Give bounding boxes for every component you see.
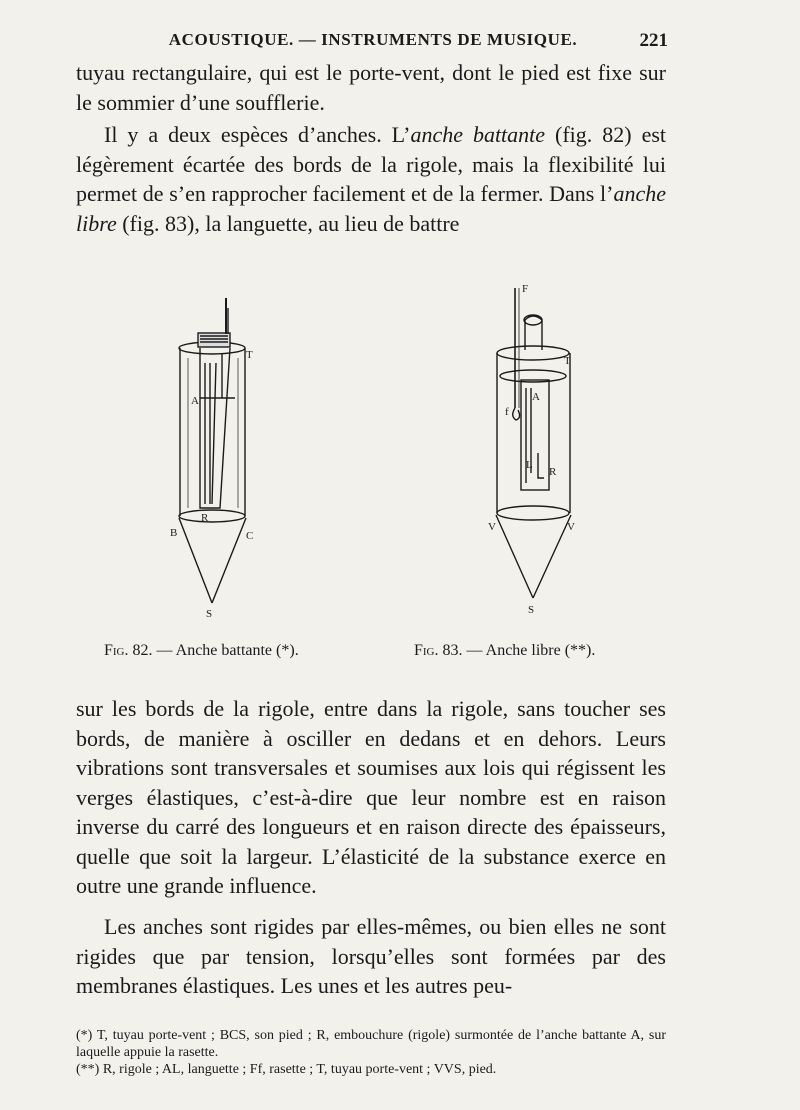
term-anche-battante: anche battante: [410, 122, 546, 147]
fig82-letter-t: T: [246, 349, 253, 361]
figure-82-caption-text: — Anche battante (*).: [156, 642, 299, 659]
fig83-letter-s: S: [528, 604, 535, 616]
running-header: ACOUSTIQUE. — INSTRUMENTS DE MUSIQUE.: [168, 30, 578, 49]
paragraph-reed-types: [76, 120, 666, 238]
term-anche-libre: anche libre: [76, 181, 666, 236]
fig83-letter-v-right: V: [567, 521, 575, 533]
fig83-letter-v-left: V: [488, 521, 496, 533]
text-span: (fig. 83), la languette, au lieu de battre: [116, 210, 460, 236]
figure-83-caption-text: — Anche libre (**).: [466, 642, 596, 659]
fig82-letter-s: S: [206, 608, 213, 620]
paragraph-top: tuyau rectangulaire, qui est le porte-vent, dont le pied est fixe sur le sommier d’une soufflerie.: [76, 60, 666, 115]
fig82-letter-r: R: [201, 512, 209, 524]
footnotes: [76, 1027, 666, 1078]
fig83-letter-f-upper: F: [522, 283, 529, 295]
figure-82-drawing: [179, 298, 246, 603]
fig83-letter-r: R: [549, 466, 557, 478]
fig83-letter-f-lower: f: [505, 406, 509, 418]
fig82-letter-b: B: [170, 527, 178, 539]
figure-83-caption: [414, 642, 595, 660]
fig83-letter-a: A: [532, 391, 540, 403]
fig82-letter-c: C: [246, 530, 254, 542]
footnote-2: (**) R, rigole ; AL, languette ; Ff, rasette ; T, tuyau porte-vent ; VVS, pied.: [76, 1062, 497, 1077]
figure-82-caption: [104, 642, 299, 660]
text-span: (fig. 82) est légèrement écartée des bords de la rigole, mais la flexibilité lui permet de s’en rapprocher facilement et de la fermer. Dans l’: [76, 122, 667, 206]
fig83-letter-t: T: [564, 355, 571, 367]
paragraph-rigid-reeds: Les anches sont rigides par elles-mêmes, ou bien elles ne sont rigides que par tension, lorsqu’elles sont formées par des membranes élastiques. Les unes et les autres peu-: [76, 914, 666, 998]
text-span: Il y a deux espèces d’anches. L’: [104, 122, 411, 147]
figure-83-label: Fig. 83.: [414, 642, 463, 659]
page-number: 221: [639, 30, 668, 51]
paragraph-vibrations: sur les bords de la rigole, entre dans la rigole, sans toucher ses bords, de manière à osciller en dedans et en dehors. Leurs vibrations sont transversales et soumises aux lois qui régissent les verges élastiques, c’est-à-dire que leur nombre est en raison inverse du carré des longueurs et en raison directe des épaisseurs, quelle que soit la largeur. L’élasticité de la substance exerce en outre une grande influence.: [76, 696, 666, 898]
figure-82-label: Fig. 82.: [104, 642, 153, 659]
figures-illustration: [60, 268, 700, 668]
fig82-letter-a: A: [191, 395, 199, 407]
footnote-1: (*) T, tuyau porte-vent ; BCS, son pied ; R, embouchure (rigole) surmontée de l’anche battante A, sur laquelle appuie la rasette.: [76, 1028, 666, 1060]
fig83-letter-l: L: [526, 459, 533, 471]
figure-83-drawing: [496, 288, 571, 598]
